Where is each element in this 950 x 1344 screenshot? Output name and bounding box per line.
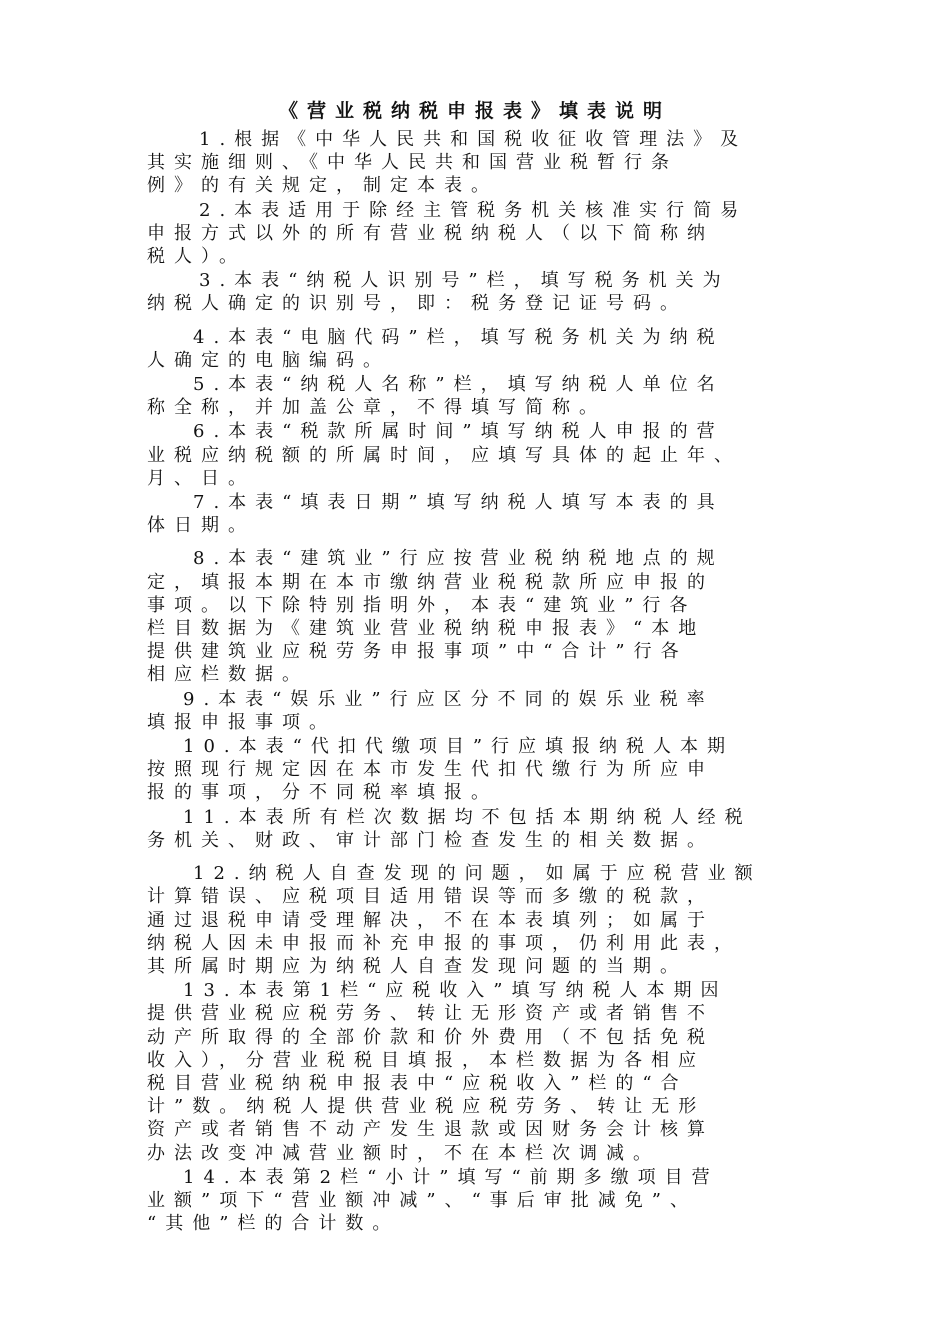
- paragraph-line: 例》的有关规定，制定本表。: [147, 175, 498, 197]
- document-title: 《营业税纳税申报表》填表说明: [278, 100, 671, 122]
- paragraph-line: 称全称，并加盖公章，不得填写简称。: [147, 397, 606, 419]
- paragraph-line: 其实施细则、《中华人民共和国营业税暂行条: [147, 152, 678, 174]
- paragraph-line: 14.本表第2栏“小计”填写“前期多缴项目营: [183, 1166, 719, 1188]
- paragraph-4: [147, 326, 802, 372]
- paragraph-line: 6.本表“税款所属时间”填写纳税人申报的营: [193, 421, 724, 443]
- paragraph-line: 动产所取得的全部价款和价外费用（不包括免税: [147, 1026, 714, 1048]
- paragraph-line: 报的事项，分不同税率填报。: [147, 782, 498, 804]
- paragraph-line: 定，填报本期在本市缴纳营业税税款所应申报的: [147, 571, 714, 593]
- paragraph-line: 月、日。: [147, 467, 255, 489]
- paragraph-line: 税目营业税纳税申报表中“应税收入”栏的“合: [147, 1072, 688, 1094]
- paragraph-line: 办法改变冲减营业额时，不在本栏次调减。: [147, 1142, 660, 1164]
- paragraph-line: 体日期。: [147, 515, 255, 537]
- paragraph-line: 相应栏数据。: [147, 664, 309, 686]
- paragraph-line: 8.本表“建筑业”行应按营业税纳税地点的规: [193, 548, 724, 570]
- paragraph-line: 资产或者销售不动产发生退款或因财务会计核算: [147, 1119, 714, 1141]
- paragraph-line: 通过退税申请受理解决，不在本表填列；如属于: [147, 909, 714, 931]
- paragraph-line: 填报申报事项。: [147, 711, 336, 733]
- paragraph-line: 人确定的电脑编码。: [147, 349, 390, 371]
- paragraph-line: 12.纳税人自查发现的问题，如属于应税营业额: [193, 863, 762, 885]
- paragraph-line: 13.本表第1栏“应税收入”填写纳税人本期因: [183, 980, 728, 1002]
- paragraph-8: [147, 547, 802, 686]
- document-body: [147, 128, 802, 1236]
- paragraph-12: [147, 862, 802, 978]
- paragraph-11: [147, 806, 802, 852]
- paragraph-line: 其所属时期应为纳税人自查发现问题的当期。: [147, 955, 687, 977]
- paragraph-7: [147, 491, 802, 537]
- paragraph-line: 税人）。: [147, 246, 246, 268]
- paragraph-line: 4.本表“电脑代码”栏，填写税务机关为纳税: [193, 326, 724, 348]
- paragraph-line: 事项。以下除特别指明外，本表“建筑业”行各: [147, 594, 697, 616]
- paragraph-line: 按照现行规定因在本市发生代扣代缴行为所应申: [147, 759, 714, 781]
- paragraph-line: 业税应纳税额的所属时间，应填写具体的起止年、: [147, 444, 741, 466]
- paragraph-line: 5.本表“纳税人名称”栏，填写纳税人单位名: [193, 374, 724, 396]
- paragraph-line: 栏目数据为《建筑业营业税纳税申报表》“本地: [147, 618, 706, 640]
- paragraph-line: 业额”项下“营业额冲减”、“事后审批减免”、: [147, 1189, 698, 1211]
- paragraph-line: 收入），分营业税税目填报，本栏数据为各相应: [147, 1049, 705, 1071]
- paragraph-line: “其他”栏的合计数。: [147, 1213, 400, 1235]
- paragraph-line: 2.本表适用于除经主管税务机关核准实行简易: [199, 199, 748, 221]
- paragraph-line: 11.本表所有栏次数据均不包括本期纳税人经税: [183, 806, 752, 828]
- paragraph-3: [147, 269, 802, 315]
- paragraph-line: 9.本表“娱乐业”行应区分不同的娱乐业税率: [183, 688, 714, 710]
- paragraph-line: 申报方式以外的所有营业税纳税人（以下简称纳: [147, 222, 714, 244]
- paragraph-line: 10.本表“代扣代缴项目”行应填报纳税人本期: [183, 736, 735, 758]
- paragraph-line: 纳税人因未申报而补充申报的事项，仍利用此表，: [147, 932, 741, 954]
- paragraph-line: 计”数。纳税人提供营业税应税劳务、转让无形: [147, 1096, 706, 1118]
- paragraph-line: 1.根据《中华人民共和国税收征收管理法》及: [199, 129, 748, 150]
- paragraph-line: 务机关、财政、审计部门检查发生的相关数据。: [147, 829, 714, 851]
- paragraph-1: [147, 128, 802, 198]
- paragraph-line: 计算错误、应税项目适用错误等而多缴的税款，: [147, 886, 714, 908]
- paragraph-6: [147, 420, 802, 490]
- paragraph-line: 纳税人确定的识别号，即：税务登记证号码。: [147, 293, 687, 315]
- paragraph-9: [147, 688, 802, 734]
- paragraph-2: [147, 199, 802, 269]
- paragraph-line: 提供营业税应税劳务、转让无形资产或者销售不: [147, 1003, 714, 1025]
- paragraph-10: [147, 735, 802, 805]
- paragraph-line: 3.本表“纳税人识别号”栏，填写税务机关为: [199, 270, 730, 292]
- paragraph-line: 提供建筑业应税劳务申报事项”中“合计”行各: [147, 641, 688, 663]
- paragraph-line: 7.本表“填表日期”填写纳税人填写本表的具: [193, 492, 724, 514]
- paragraph-5: [147, 373, 802, 419]
- paragraph-14: [147, 1166, 802, 1236]
- paragraph-13: [147, 979, 802, 1165]
